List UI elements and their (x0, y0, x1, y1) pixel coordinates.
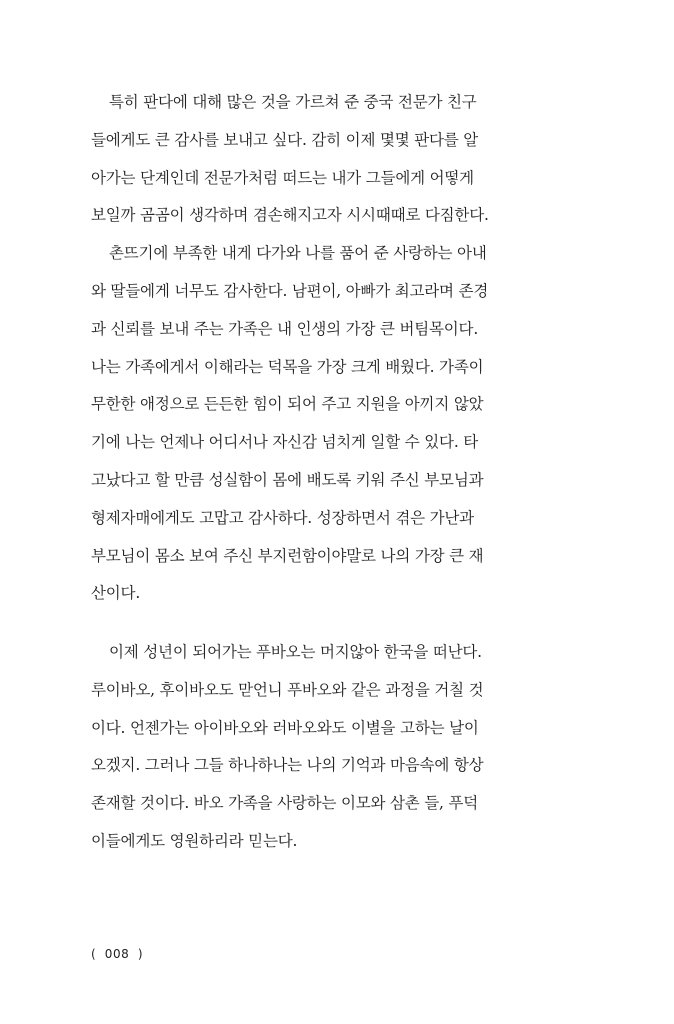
text-line: 특히 판다에 대해 많은 것을 가르쳐 준 중국 전문가 친구 (109, 93, 477, 111)
text-line: 무한한 애정으로 든든한 힘이 되어 주고 지원을 아끼지 않았 (91, 395, 484, 414)
text-line: 존재할 것이다. 바오 가족을 사랑하는 이모와 삼촌 들, 푸덕 (91, 794, 479, 813)
text-line: 기에 나는 언제나 어디서나 자신감 넘치게 일할 수 있다. 타 (91, 433, 479, 452)
text-line: 과 신뢰를 보내 주는 가족은 내 인생의 가장 큰 버팀목이다. (91, 319, 479, 338)
text-line: 이다. 언젠가는 아이바오와 러바오와도 이별을 고하는 날이 (91, 718, 479, 737)
text-block-lower (91, 634, 541, 861)
text-line: 형제자매에게도 고맙고 감사하다. 성장하면서 겪은 가난과 (91, 508, 474, 527)
paragraph-gratitude-experts (91, 84, 541, 235)
text-line: 이들에게도 영원하리라 믿는다. (91, 831, 298, 850)
text-line: 이제 성년이 되어가는 푸바오는 머지않아 한국을 떠난다. (109, 643, 482, 661)
page-number: ( 008 ) (91, 947, 144, 961)
text-line: 들에게도 큰 감사를 보내고 싶다. 감히 이제 몇몇 판다를 알 (91, 130, 479, 149)
paragraph-fubao-farewell (91, 634, 541, 861)
text-line: 루이바오, 후이바오도 맏언니 푸바오와 같은 과정을 거칠 것 (91, 680, 484, 699)
paragraph-gratitude-family (91, 235, 541, 613)
text-line: 부모님이 몸소 보여 주신 부지런함이야말로 나의 가장 큰 재 (91, 546, 484, 565)
text-line: 와 딸들에게 너무도 감사한다. 남편이, 아빠가 최고라며 존경 (91, 281, 489, 300)
text-line: 보일까 곰곰이 생각하며 겸손해지고자 시시때때로 다짐한다. (91, 206, 489, 225)
text-line: 나는 가족에게서 이해라는 덕목을 가장 크게 배웠다. 가족이 (91, 357, 484, 376)
text-line: 아가는 단계인데 전문가처럼 떠드는 내가 그들에게 어떻게 (91, 168, 474, 187)
text-block-upper (91, 84, 541, 613)
text-line: 촌뜨기에 부족한 내게 다가와 나를 품어 준 사랑하는 아내 (109, 244, 487, 263)
text-line: 오겠지. 그러나 그들 하나하나는 나의 기억과 마음속에 항상 (91, 756, 484, 775)
text-line: 고났다고 할 만큼 성실함이 몸에 배도록 키워 주신 부모님과 (91, 470, 484, 489)
text-line: 산이다. (91, 584, 141, 603)
